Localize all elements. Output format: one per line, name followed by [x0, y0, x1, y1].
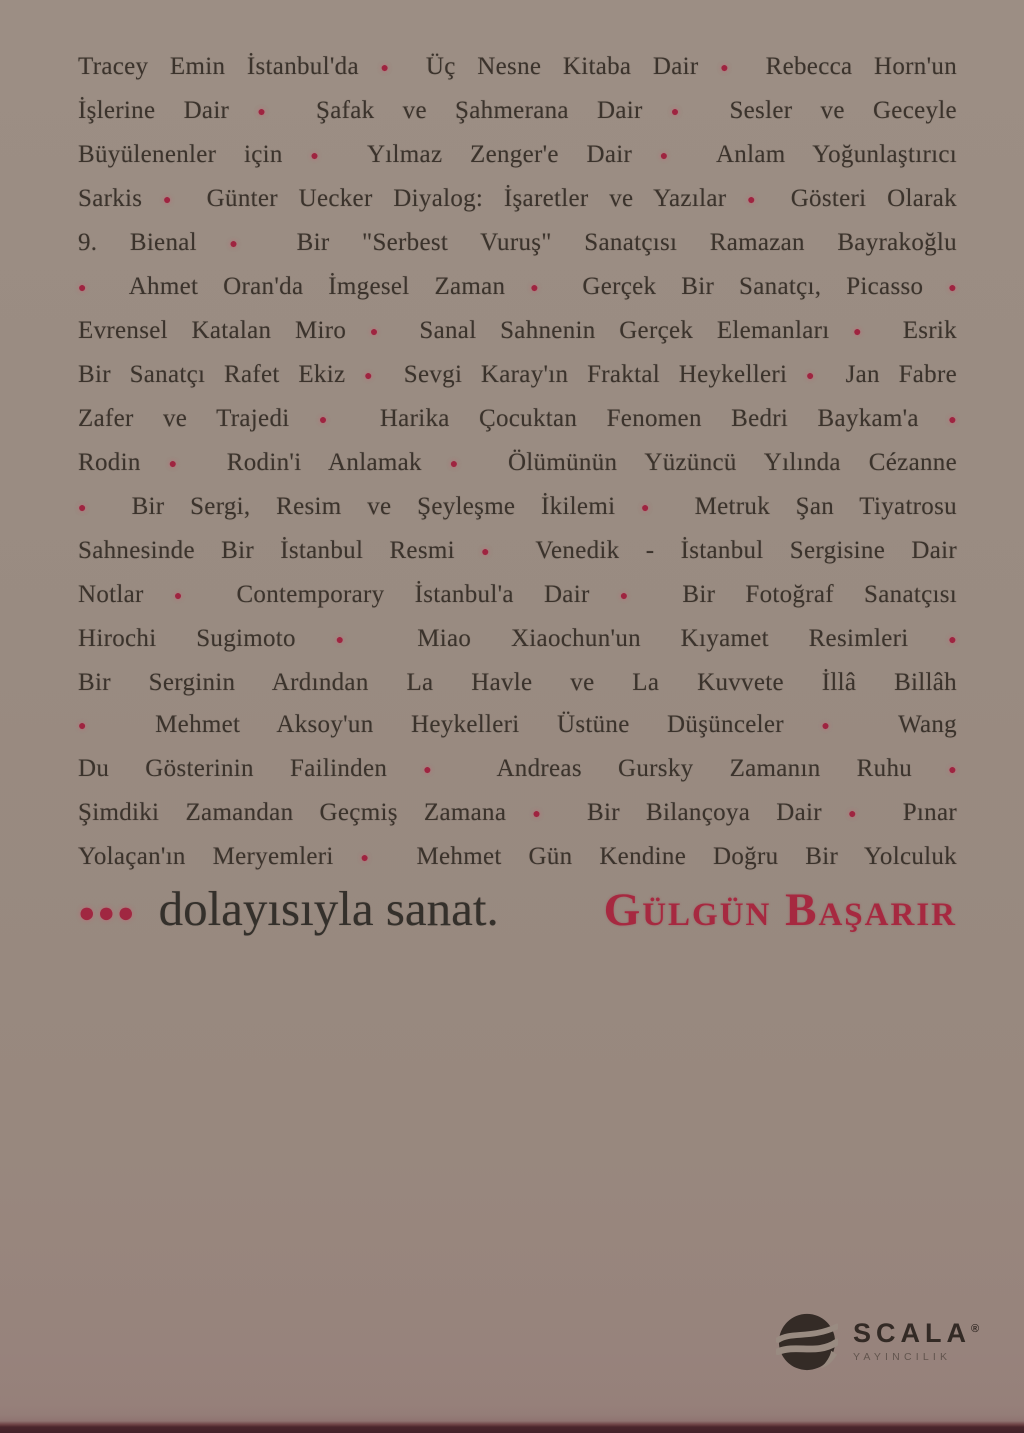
essay-title: Sesler ve Geceyle: [729, 96, 957, 124]
essay-list-line: [78, 836, 957, 880]
bullet-dot-icon: ●: [257, 104, 288, 120]
essay-title: Miao Xiaochun'un Kıyamet Resimleri: [417, 624, 909, 652]
bullet-dot-icon: ●: [369, 324, 396, 340]
essay-title: Bir Serginin Ardından La Havle ve La Kuvvete İllâ Billâh: [78, 668, 957, 696]
bullet-dot-icon: ●: [532, 806, 561, 822]
essay-title: Şafak ve Şahmerana Dair: [316, 96, 643, 124]
publisher-name-label: SCALA: [853, 1317, 971, 1348]
essay-title: Mehmet Gün Kendine Doğru Bir Yolculuk: [416, 842, 957, 870]
essay-title: Yolaçan'ın Meryemleri: [78, 842, 334, 870]
essay-title: Bir Fotoğraf Sanatçısı: [682, 580, 957, 608]
essay-title: Rodin: [78, 448, 141, 476]
bullet-dot-icon: ●: [360, 850, 390, 866]
essay-title: Metruk Şan Tiyatrosu: [694, 492, 957, 520]
essay-title: Sahnesinde Bir İstanbul Resmi: [78, 536, 455, 564]
bullet-dot-icon: ●: [449, 456, 480, 472]
bullet-dot-icon: ●: [848, 806, 877, 822]
publisher-name: [853, 1317, 980, 1348]
essay-title: Notlar: [78, 580, 144, 608]
essay-title: Harika Çocuktan Fenomen Bedri Baykam'a: [379, 404, 919, 432]
essay-title: Anlam Yoğunlaştırıcı: [715, 140, 957, 168]
essay-list-line: [78, 90, 957, 134]
essay-title: Contemporary İstanbul'a Dair: [236, 580, 590, 608]
bottom-stripe: [0, 1403, 1024, 1433]
essay-list-line: [78, 310, 957, 354]
essay-list-line: [78, 442, 957, 486]
bullet-dot-icon: ●: [163, 192, 186, 208]
essay-title: Sanal Sahnenin Gerçek Elemanları: [419, 316, 830, 344]
essay-title: Gerçek Bir Sanatçı, Picasso: [582, 272, 924, 300]
publisher-tagline: YAYINCILIK: [853, 1350, 952, 1363]
book-title: dolayısıyla sanat.: [158, 881, 499, 936]
bullet-dot-icon: ●: [310, 148, 341, 164]
essay-title: Venedik - İstanbul Sergisine Dair: [535, 536, 957, 564]
title-row: [78, 880, 957, 937]
essay-title: Du Gösterinin Failinden: [78, 754, 388, 782]
essay-title: Büyülenenler için: [78, 140, 283, 168]
bullet-dot-icon: ●: [948, 280, 958, 296]
essay-title: Şimdiki Zamandan Geçmiş Zamana: [78, 798, 507, 826]
essay-title: Esrik: [902, 316, 957, 344]
bullet-dot-icon: ●: [948, 632, 957, 648]
essay-list-line: [78, 792, 957, 836]
essay-title: Andreas Gursky Zamanın Ruhu: [496, 754, 913, 782]
essay-title: Ahmet Oran'da İmgesel Zaman: [128, 272, 506, 300]
bullet-dot-icon: ●: [364, 368, 386, 384]
essay-title: Ölümünün Yüzüncü Yılında Cézanne: [507, 448, 957, 476]
bullet-dot-icon: ●: [335, 632, 378, 648]
essay-list-line: [78, 46, 957, 90]
bullet-dot-icon: ●: [78, 500, 106, 516]
essay-list-line: [78, 618, 957, 662]
bullet-dot-icon: ●: [659, 148, 690, 164]
essay-list-line: [78, 134, 957, 178]
scala-logo-icon: [776, 1310, 838, 1372]
bullet-dot-icon: ●: [380, 60, 405, 76]
essay-list-line: [78, 748, 957, 792]
bullet-dot-icon: ●: [948, 412, 957, 428]
bullet-dot-icon: ●: [641, 500, 669, 516]
bullet-dot-icon: ●: [720, 60, 745, 76]
registered-mark: ®: [971, 1322, 980, 1335]
essay-list-line: [78, 704, 957, 748]
publisher-text: [853, 1317, 980, 1363]
essay-list-line: [78, 178, 957, 222]
bullet-dot-icon: ●: [229, 236, 265, 252]
bullet-dot-icon: ●: [853, 324, 880, 340]
bullet-dot-icon: ●: [168, 456, 199, 472]
bullet-dot-icon: ●: [481, 544, 510, 560]
bullet-dot-icon: ●: [530, 280, 558, 296]
title-dots-icon: ●●●: [78, 897, 137, 929]
essay-title: Bir Sanatçı Rafet Ekiz: [78, 360, 346, 388]
essay-title: Rodin'i Anlamak: [226, 448, 422, 476]
essay-list-line: [78, 354, 957, 398]
essay-title: Bir Sergi, Resim ve Şeyleşme İkilemi: [131, 492, 616, 520]
essay-title: Pınar: [902, 798, 957, 826]
essay-title: Tracey Emin İstanbul'da: [78, 53, 359, 80]
bullet-dot-icon: ●: [173, 588, 207, 604]
essay-title: Yılmaz Zenger'e Dair: [366, 140, 633, 168]
bullet-dot-icon: ●: [78, 718, 118, 734]
essay-title: Zafer ve Trajedi: [78, 404, 290, 432]
essay-title: Üç Nesne Kitaba Dair: [425, 53, 699, 80]
essay-title: Günter Uecker Diyalog: İşaretler ve Yazılar: [206, 184, 727, 212]
essay-list-line: [78, 398, 957, 442]
bullet-dot-icon: ●: [619, 588, 653, 604]
essay-title: Wang: [898, 710, 957, 738]
essay-list: [78, 46, 957, 880]
essay-title: Evrensel Katalan Miro: [78, 316, 347, 344]
bullet-dot-icon: ●: [318, 412, 351, 428]
essay-title: Gösteri Olarak: [790, 184, 957, 212]
author-name: Gülgün Başarır: [603, 884, 957, 936]
essay-list-line: [78, 486, 957, 530]
essay-title: Mehmet Aksoy'un Heykelleri Üstüne Düşünceler: [155, 710, 784, 738]
publisher-logo: [776, 1310, 979, 1372]
essay-list-line: [78, 222, 957, 266]
essay-title: Hirochi Sugimoto: [78, 624, 296, 652]
bullet-dot-icon: ●: [423, 762, 462, 778]
bullet-dot-icon: ●: [78, 280, 106, 296]
essay-title: 9. Bienal: [78, 228, 197, 256]
bullet-dot-icon: ●: [747, 192, 770, 208]
bullet-dot-icon: ●: [670, 104, 702, 120]
essay-title: Sarkis: [78, 184, 143, 212]
essay-title: Bir Bilançoya Dair: [587, 798, 822, 826]
essay-list-line: [78, 662, 957, 704]
essay-list-line: [78, 266, 957, 310]
essay-title: İşlerine Dair: [78, 96, 230, 124]
essay-title: Jan Fabre: [845, 360, 957, 388]
essay-list-line: [78, 530, 957, 574]
essay-list-line: [78, 574, 957, 618]
essay-title: Rebecca Horn'un: [765, 53, 957, 80]
bullet-dot-icon: ●: [805, 368, 827, 384]
bullet-dot-icon: ●: [948, 762, 957, 778]
bullet-dot-icon: ●: [821, 718, 862, 734]
essay-title: Sevgi Karay'ın Fraktal Heykelleri: [403, 360, 788, 388]
essay-title: Bir "Serbest Vuruş" Sanatçısı Ramazan Bayrakoğlu: [296, 228, 957, 256]
